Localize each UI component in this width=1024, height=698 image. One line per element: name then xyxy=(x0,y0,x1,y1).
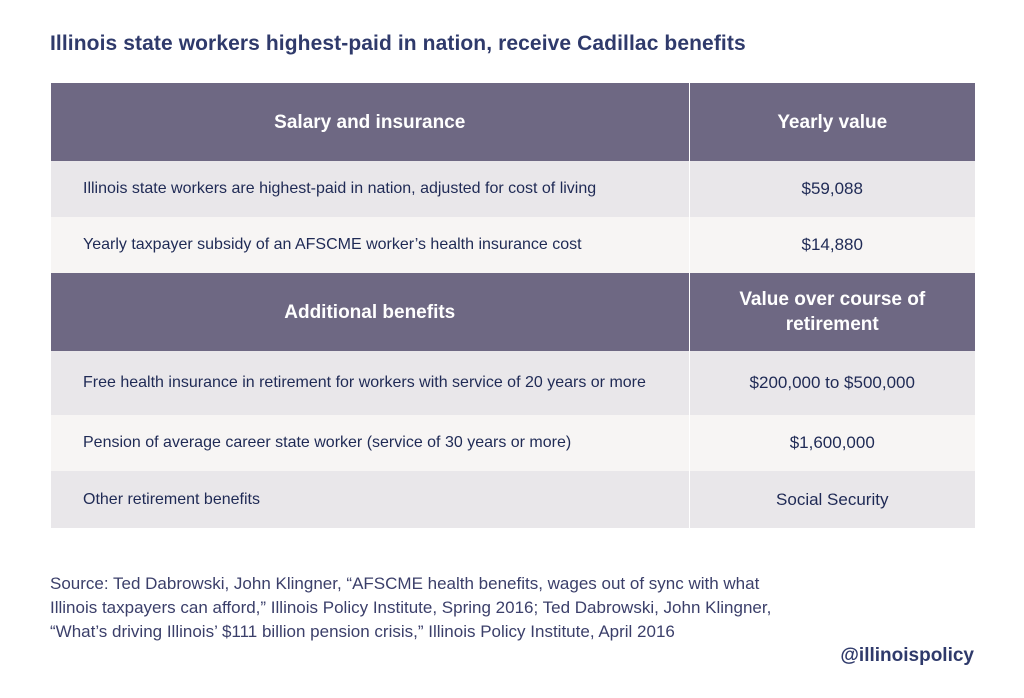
row-label: Other retirement benefits xyxy=(51,471,689,528)
row-label: Yearly taxpayer subsidy of an AFSCME worker’s health insurance cost xyxy=(51,217,689,273)
row-label: Illinois state workers are highest-paid in nation, adjusted for cost of living xyxy=(51,161,689,217)
row-label: Free health insurance in retirement for workers with service of 20 years or more xyxy=(51,351,689,415)
row-value: $59,088 xyxy=(689,161,975,217)
row-value: Social Security xyxy=(689,471,975,528)
column-header: Additional benefits xyxy=(51,273,689,351)
column-header: Salary and insurance xyxy=(51,83,689,161)
column-header: Value over course of retirement xyxy=(689,273,975,351)
chart-title: Illinois state workers highest-paid in nation, receive Cadillac benefits xyxy=(50,32,746,55)
table-header-row xyxy=(51,273,975,351)
brand-handle: @illinoispolicy xyxy=(840,645,974,666)
table-row xyxy=(51,415,975,471)
row-value: $14,880 xyxy=(689,217,975,273)
benefits-table xyxy=(51,83,975,528)
row-label: Pension of average career state worker (service of 30 years or more) xyxy=(51,415,689,471)
table-row xyxy=(51,471,975,528)
table-row xyxy=(51,217,975,273)
source-note: Source: Ted Dabrowski, John Klingner, “AFSCME health benefits, wages out of sync with what Illinois taxpayers can afford,” Illinois Policy Institute, Spring 2016; Ted Dabrowski, John Klingner, “What’s driving Illinois’ $111 billion pension crisis,” Illinois Policy Institute, April 2016 xyxy=(50,574,772,641)
row-value: $1,600,000 xyxy=(689,415,975,471)
table-header-row xyxy=(51,83,975,161)
column-header: Yearly value xyxy=(689,83,975,161)
table-row xyxy=(51,161,975,217)
table-row xyxy=(51,351,975,415)
row-value: $200,000 to $500,000 xyxy=(689,351,975,415)
